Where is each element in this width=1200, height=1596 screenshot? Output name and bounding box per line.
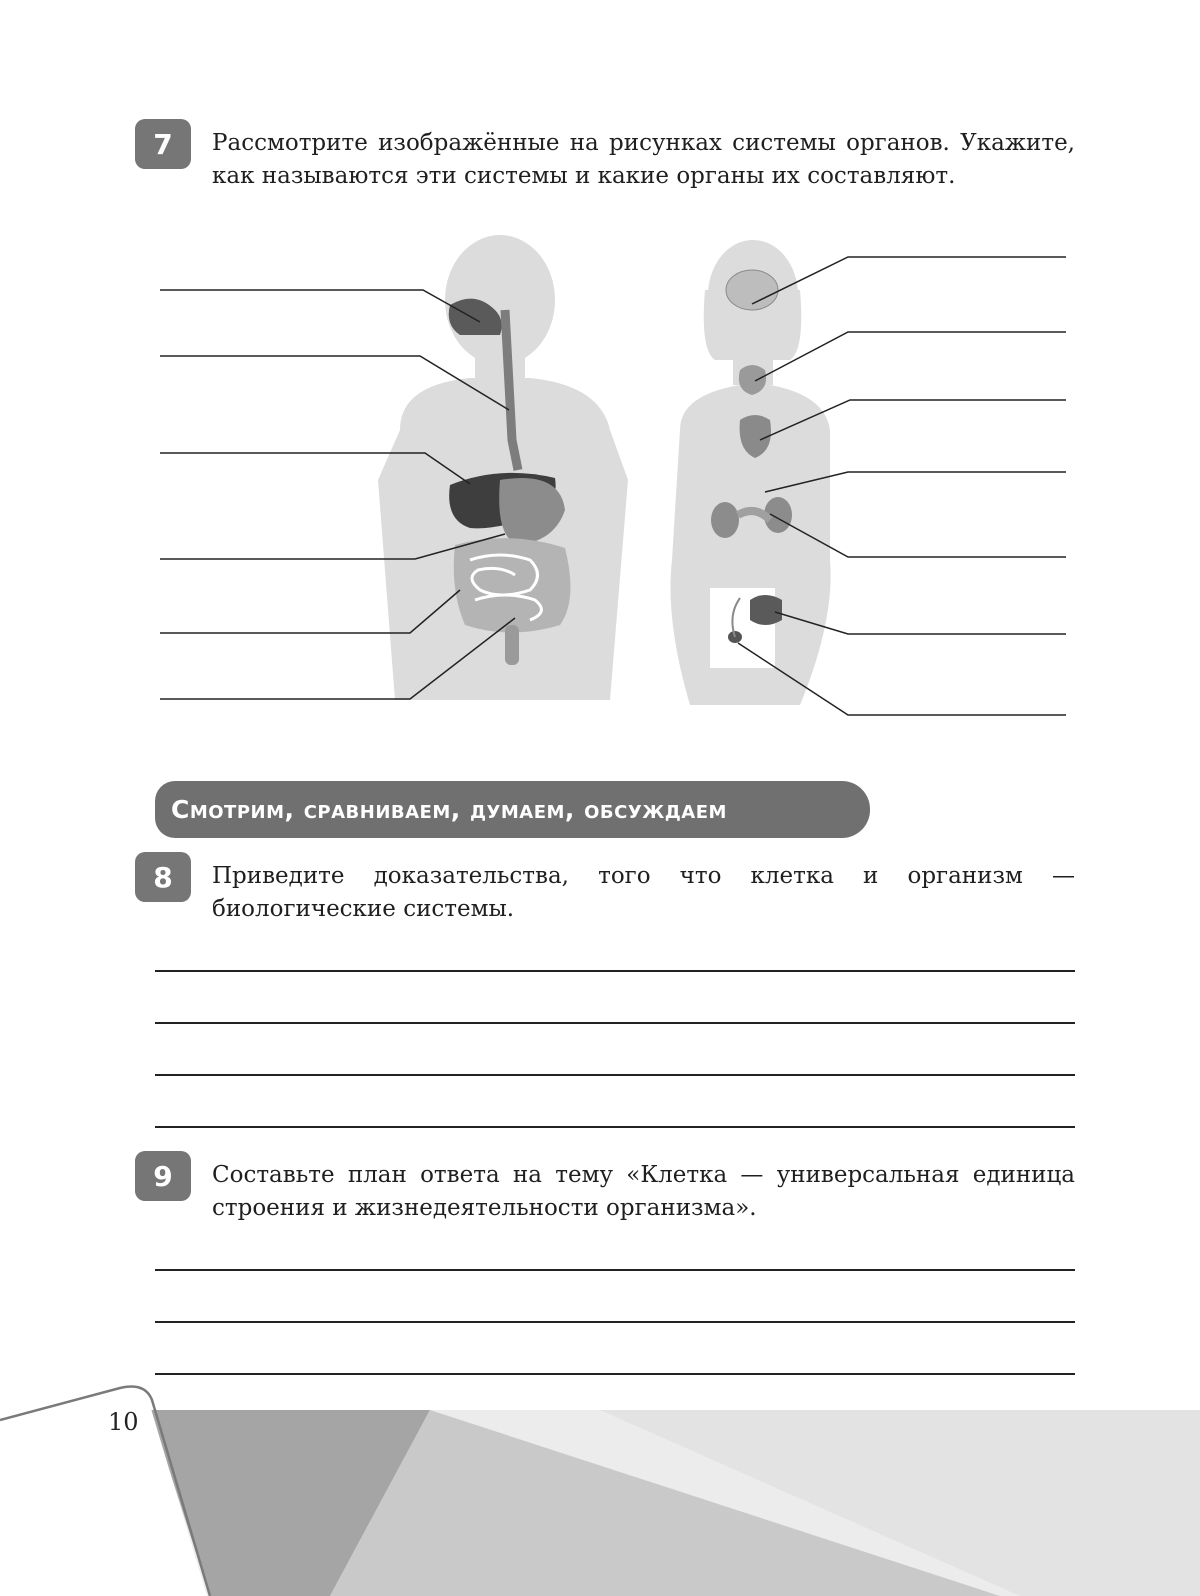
task-text: Рассмотрите изображённые на рисунках системы органов. Укажите, как называются эти системы и какие органы их составляют.	[212, 130, 1075, 189]
answer-line[interactable]	[155, 1022, 1075, 1024]
answer-line[interactable]	[155, 1269, 1075, 1271]
section-banner: Смотрим, сравниваем, думаем, обсуждаем	[155, 781, 870, 838]
task-number-badge: 8	[135, 852, 191, 902]
task-number-badge: 9	[135, 1151, 191, 1201]
task-text: Составьте план ответа на тему «Клетка — универсальная единица строения и жизнедеятельности организма».	[212, 1162, 1075, 1221]
answer-line[interactable]	[155, 1373, 1075, 1375]
answer-line[interactable]	[155, 1321, 1075, 1323]
answer-line[interactable]	[155, 1074, 1075, 1076]
task-text: Приведите доказательства, того что клетка и организм — биологические системы.	[212, 863, 1075, 922]
answer-line[interactable]	[155, 970, 1075, 972]
task-number-badge: 7	[135, 119, 191, 169]
page-number: 10	[108, 1408, 139, 1436]
answer-line[interactable]	[155, 1126, 1075, 1128]
